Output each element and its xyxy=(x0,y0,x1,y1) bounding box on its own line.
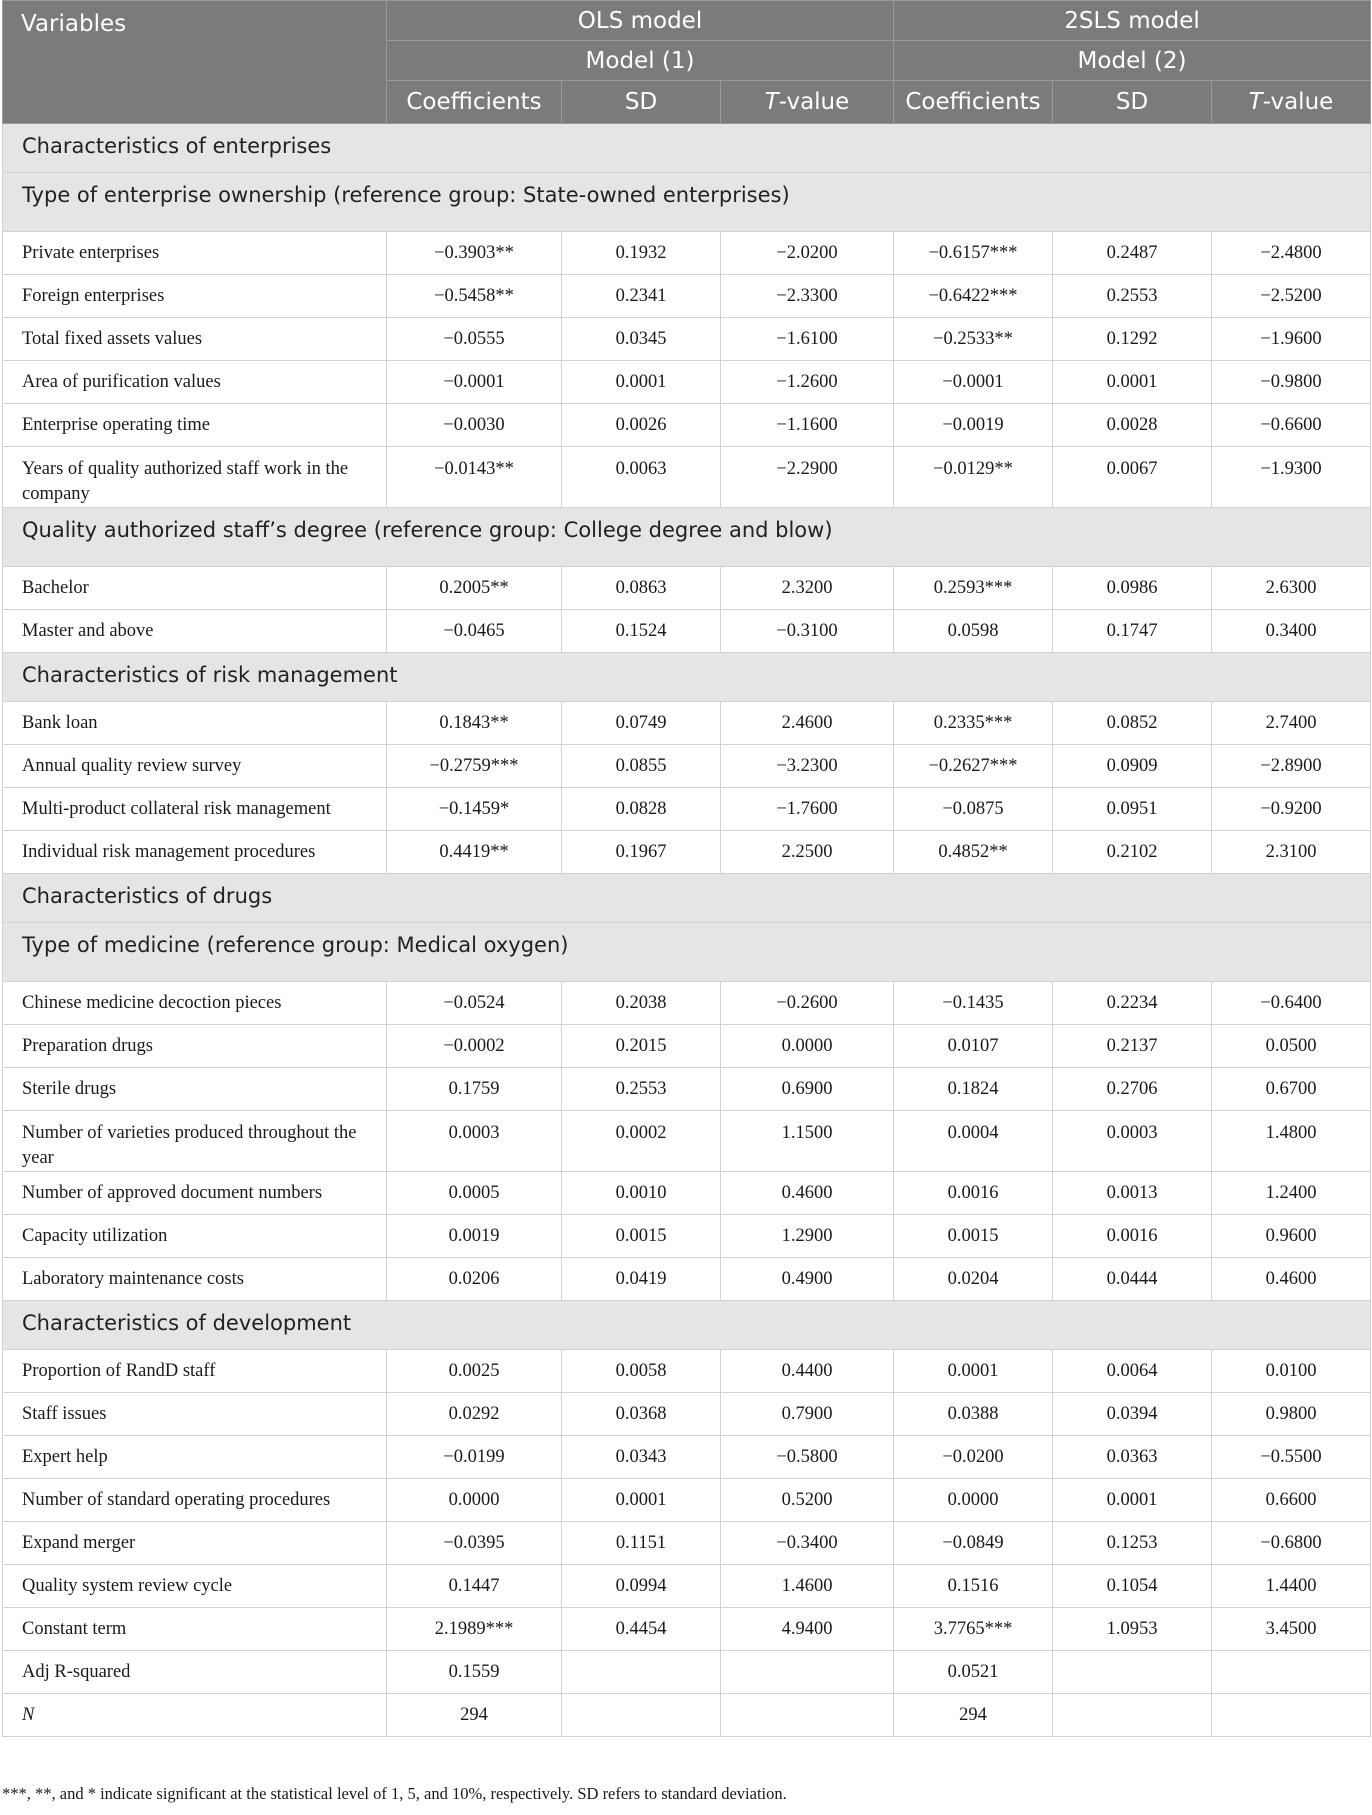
table-row xyxy=(3,1215,1371,1258)
ols-t-value-cell: 0.4400 xyxy=(721,1350,894,1393)
2sls-sd-cell: 0.0986 xyxy=(1053,567,1212,610)
ols-t-value-cell: −0.2600 xyxy=(721,982,894,1025)
table-row xyxy=(3,1025,1371,1068)
ols-sd-cell: 0.0002 xyxy=(562,1111,721,1172)
2sls-sd-cell: 0.0001 xyxy=(1053,1479,1212,1522)
ols-t-value-cell: 0.0000 xyxy=(721,1025,894,1068)
variable-label: Adj R-squared xyxy=(3,1651,387,1694)
ols-t-value-cell: 0.6900 xyxy=(721,1068,894,1111)
2sls-coefficient-cell: 0.0598 xyxy=(894,610,1053,653)
2sls-coefficient-cell: −0.6422*** xyxy=(894,275,1053,318)
ols-sd-cell: 0.0345 xyxy=(562,318,721,361)
table-row xyxy=(3,1068,1371,1111)
ols-sd-cell: 0.2015 xyxy=(562,1025,721,1068)
ols-sd-cell: 0.0368 xyxy=(562,1393,721,1436)
2sls-sd-cell: 0.1253 xyxy=(1053,1522,1212,1565)
2sls-sd-cell: 0.2102 xyxy=(1053,831,1212,874)
2sls-t-value-cell: 0.4600 xyxy=(1212,1258,1371,1301)
header-variables: Variables xyxy=(3,1,387,124)
2sls-t-value-cell: 1.4400 xyxy=(1212,1565,1371,1608)
ols-coefficient-cell: −0.1459* xyxy=(387,788,562,831)
ols-t-value-cell: 1.2900 xyxy=(721,1215,894,1258)
2sls-coefficient-cell: −0.0019 xyxy=(894,404,1053,447)
ols-t-value-cell xyxy=(721,1651,894,1694)
2sls-sd-cell: 0.1747 xyxy=(1053,610,1212,653)
ols-coefficient-cell: 0.2005** xyxy=(387,567,562,610)
regression-table xyxy=(2,0,1371,1737)
ols-coefficient-cell: 294 xyxy=(387,1694,562,1737)
2sls-t-value-cell: 0.0500 xyxy=(1212,1025,1371,1068)
2sls-coefficient-cell: 0.4852** xyxy=(894,831,1053,874)
table-row xyxy=(3,702,1371,745)
2sls-coefficient-cell: 0.0004 xyxy=(894,1111,1053,1172)
ols-sd-cell: 0.0994 xyxy=(562,1565,721,1608)
variable-label: Expand merger xyxy=(3,1522,387,1565)
ols-sd-cell: 0.4454 xyxy=(562,1608,721,1651)
ols-sd-cell: 0.0419 xyxy=(562,1258,721,1301)
ols-t-value-cell: 0.4900 xyxy=(721,1258,894,1301)
2sls-coefficient-cell: 0.0000 xyxy=(894,1479,1053,1522)
variable-label: Number of varieties produced throughout the year xyxy=(3,1111,387,1172)
2sls-t-value-cell: −1.9600 xyxy=(1212,318,1371,361)
ols-t-value-cell: −3.2300 xyxy=(721,745,894,788)
ols-t-value-cell: 2.4600 xyxy=(721,702,894,745)
2sls-sd-cell: 0.0951 xyxy=(1053,788,1212,831)
ols-coefficient-cell: −0.0395 xyxy=(387,1522,562,1565)
variable-label: Preparation drugs xyxy=(3,1025,387,1068)
ols-t-value-cell: −1.1600 xyxy=(721,404,894,447)
2sls-sd-cell: 0.2553 xyxy=(1053,275,1212,318)
ols-sd-cell xyxy=(562,1694,721,1737)
table-row xyxy=(3,745,1371,788)
header-model-1: Model (1) xyxy=(387,41,894,81)
ols-coefficient-cell: −0.5458** xyxy=(387,275,562,318)
2sls-sd-cell: 0.0067 xyxy=(1053,447,1212,508)
table-row xyxy=(3,1436,1371,1479)
variable-label: Number of approved document numbers xyxy=(3,1172,387,1215)
variable-label: Constant term xyxy=(3,1608,387,1651)
2sls-t-value-cell: −2.5200 xyxy=(1212,275,1371,318)
ols-t-value-cell: −2.0200 xyxy=(721,232,894,275)
2sls-t-value-cell: −1.9300 xyxy=(1212,447,1371,508)
ols-coefficient-cell: −0.0465 xyxy=(387,610,562,653)
2sls-coefficient-cell: −0.0849 xyxy=(894,1522,1053,1565)
ols-t-value-cell: −0.5800 xyxy=(721,1436,894,1479)
section-title: Quality authorized staff’s degree (reference group: College degree and blow) xyxy=(3,508,1371,567)
2sls-coefficient-cell: 3.7765*** xyxy=(894,1608,1053,1651)
table-row xyxy=(3,788,1371,831)
2sls-t-value-cell: 2.6300 xyxy=(1212,567,1371,610)
ols-coefficient-cell: 0.0206 xyxy=(387,1258,562,1301)
header-t-value-ols xyxy=(721,81,894,124)
section-title: Characteristics of development xyxy=(3,1301,1371,1350)
variable-label: Quality system review cycle xyxy=(3,1565,387,1608)
variable-label: Foreign enterprises xyxy=(3,275,387,318)
ols-sd-cell: 0.2038 xyxy=(562,982,721,1025)
2sls-t-value-cell: −0.5500 xyxy=(1212,1436,1371,1479)
variable-label: Bank loan xyxy=(3,702,387,745)
ols-t-value-cell: 1.1500 xyxy=(721,1111,894,1172)
ols-t-value-cell: 2.3200 xyxy=(721,567,894,610)
header-t-letter: T xyxy=(764,89,779,115)
section-title: Characteristics of risk management xyxy=(3,653,1371,702)
variable-label: Bachelor xyxy=(3,567,387,610)
2sls-t-value-cell: −0.6400 xyxy=(1212,982,1371,1025)
ols-t-value-cell: 2.2500 xyxy=(721,831,894,874)
ols-coefficient-cell: 0.0003 xyxy=(387,1111,562,1172)
ols-sd-cell: 0.1932 xyxy=(562,232,721,275)
variable-label: Expert help xyxy=(3,1436,387,1479)
table-row xyxy=(3,1111,1371,1172)
ols-t-value-cell xyxy=(721,1694,894,1737)
variable-label: Area of purification values xyxy=(3,361,387,404)
ols-coefficient-cell: 0.1559 xyxy=(387,1651,562,1694)
ols-sd-cell: 0.0749 xyxy=(562,702,721,745)
2sls-coefficient-cell: 0.0001 xyxy=(894,1350,1053,1393)
ols-coefficient-cell: 0.0019 xyxy=(387,1215,562,1258)
table-row xyxy=(3,1172,1371,1215)
table-row xyxy=(3,1608,1371,1651)
table-row xyxy=(3,1651,1371,1694)
2sls-t-value-cell: −0.9200 xyxy=(1212,788,1371,831)
2sls-t-value-cell: 0.0100 xyxy=(1212,1350,1371,1393)
section-header-row xyxy=(3,923,1371,982)
section-header-row xyxy=(3,1301,1371,1350)
section-header-row xyxy=(3,874,1371,923)
section-title: Type of enterprise ownership (reference group: State-owned enterprises) xyxy=(3,173,1371,232)
2sls-sd-cell: 0.0394 xyxy=(1053,1393,1212,1436)
header-t-suffix: -value xyxy=(1262,89,1334,115)
header-sd-ols: SD xyxy=(562,81,721,124)
2sls-coefficient-cell: −0.0129** xyxy=(894,447,1053,508)
ols-coefficient-cell: 0.1843** xyxy=(387,702,562,745)
ols-coefficient-cell: −0.3903** xyxy=(387,232,562,275)
ols-coefficient-cell: 2.1989*** xyxy=(387,1608,562,1651)
2sls-coefficient-cell: −0.0200 xyxy=(894,1436,1053,1479)
variable-label: Individual risk management procedures xyxy=(3,831,387,874)
header-coefficients-ols: Coefficients xyxy=(387,81,562,124)
2sls-sd-cell: 0.1054 xyxy=(1053,1565,1212,1608)
2sls-coefficient-cell: 0.0204 xyxy=(894,1258,1053,1301)
2sls-coefficient-cell: 0.0521 xyxy=(894,1651,1053,1694)
2sls-coefficient-cell: 0.2593*** xyxy=(894,567,1053,610)
variable-label: Sterile drugs xyxy=(3,1068,387,1111)
ols-coefficient-cell: −0.0143** xyxy=(387,447,562,508)
variable-label: Years of quality authorized staff work in the company xyxy=(3,447,387,508)
2sls-coefficient-cell: 0.0016 xyxy=(894,1172,1053,1215)
variable-label: Enterprise operating time xyxy=(3,404,387,447)
ols-sd-cell: 0.0001 xyxy=(562,361,721,404)
section-title: Characteristics of drugs xyxy=(3,874,1371,923)
section-header-row xyxy=(3,173,1371,232)
2sls-sd-cell: 0.2487 xyxy=(1053,232,1212,275)
2sls-t-value-cell: 2.7400 xyxy=(1212,702,1371,745)
variable-label: N xyxy=(3,1694,387,1737)
2sls-t-value-cell: 0.9800 xyxy=(1212,1393,1371,1436)
table-row xyxy=(3,361,1371,404)
table-row xyxy=(3,567,1371,610)
ols-sd-cell: 0.1151 xyxy=(562,1522,721,1565)
table-row xyxy=(3,1565,1371,1608)
2sls-sd-cell: 0.1292 xyxy=(1053,318,1212,361)
table-row xyxy=(3,831,1371,874)
2sls-coefficient-cell: 0.1516 xyxy=(894,1565,1053,1608)
ols-coefficient-cell: 0.1759 xyxy=(387,1068,562,1111)
variable-label: Proportion of RandD staff xyxy=(3,1350,387,1393)
ols-sd-cell: 0.0855 xyxy=(562,745,721,788)
2sls-t-value-cell: 2.3100 xyxy=(1212,831,1371,874)
2sls-coefficient-cell: −0.2533** xyxy=(894,318,1053,361)
table-row xyxy=(3,1393,1371,1436)
ols-sd-cell: 0.0863 xyxy=(562,567,721,610)
section-title: Type of medicine (reference group: Medical oxygen) xyxy=(3,923,1371,982)
ols-sd-cell: 0.0063 xyxy=(562,447,721,508)
ols-sd-cell: 0.0015 xyxy=(562,1215,721,1258)
2sls-t-value-cell: −0.6600 xyxy=(1212,404,1371,447)
variable-label: Chinese medicine decoction pieces xyxy=(3,982,387,1025)
2sls-sd-cell: 0.0028 xyxy=(1053,404,1212,447)
header-t-suffix: -value xyxy=(778,89,850,115)
variable-label: Private enterprises xyxy=(3,232,387,275)
table-row xyxy=(3,318,1371,361)
ols-coefficient-cell: 0.0292 xyxy=(387,1393,562,1436)
ols-coefficient-cell: −0.0555 xyxy=(387,318,562,361)
2sls-sd-cell: 0.0444 xyxy=(1053,1258,1212,1301)
variable-label: Staff issues xyxy=(3,1393,387,1436)
ols-coefficient-cell: −0.0030 xyxy=(387,404,562,447)
ols-t-value-cell: −2.2900 xyxy=(721,447,894,508)
ols-coefficient-cell: −0.0199 xyxy=(387,1436,562,1479)
ols-coefficient-cell: −0.2759*** xyxy=(387,745,562,788)
ols-t-value-cell: −1.7600 xyxy=(721,788,894,831)
2sls-t-value-cell: 0.6600 xyxy=(1212,1479,1371,1522)
2sls-sd-cell: 0.0016 xyxy=(1053,1215,1212,1258)
ols-sd-cell: 0.0828 xyxy=(562,788,721,831)
ols-sd-cell: 0.0343 xyxy=(562,1436,721,1479)
variable-label: Master and above xyxy=(3,610,387,653)
table-footnote: ***, **, and * indicate significant at the statistical level of 1, 5, and 10%, respectively. SD refers to standard deviation. xyxy=(2,1784,787,1803)
ols-sd-cell: 0.2341 xyxy=(562,275,721,318)
2sls-coefficient-cell: −0.1435 xyxy=(894,982,1053,1025)
table-row xyxy=(3,982,1371,1025)
table-row xyxy=(3,1258,1371,1301)
table-row xyxy=(3,1694,1371,1737)
table-row xyxy=(3,1479,1371,1522)
ols-coefficient-cell: 0.1447 xyxy=(387,1565,562,1608)
2sls-coefficient-cell: 0.1824 xyxy=(894,1068,1053,1111)
ols-t-value-cell: −1.6100 xyxy=(721,318,894,361)
ols-coefficient-cell: 0.0000 xyxy=(387,1479,562,1522)
2sls-sd-cell: 0.2706 xyxy=(1053,1068,1212,1111)
ols-sd-cell: 0.0026 xyxy=(562,404,721,447)
ols-sd-cell: 0.1967 xyxy=(562,831,721,874)
2sls-coefficient-cell: 0.0015 xyxy=(894,1215,1053,1258)
ols-coefficient-cell: −0.0524 xyxy=(387,982,562,1025)
header-coefficients-2sls: Coefficients xyxy=(894,81,1053,124)
2sls-coefficient-cell: 0.0107 xyxy=(894,1025,1053,1068)
2sls-t-value-cell: 1.4800 xyxy=(1212,1111,1371,1172)
2sls-coefficient-cell: −0.0875 xyxy=(894,788,1053,831)
2sls-coefficient-cell: −0.2627*** xyxy=(894,745,1053,788)
2sls-coefficient-cell: 0.2335*** xyxy=(894,702,1053,745)
2sls-t-value-cell: 0.6700 xyxy=(1212,1068,1371,1111)
variable-label: Multi-product collateral risk management xyxy=(3,788,387,831)
ols-sd-cell: 0.0010 xyxy=(562,1172,721,1215)
section-header-row xyxy=(3,653,1371,702)
ols-sd-cell xyxy=(562,1651,721,1694)
2sls-sd-cell xyxy=(1053,1694,1212,1737)
header-ols-model: OLS model xyxy=(387,1,894,41)
ols-coefficient-cell: 0.0025 xyxy=(387,1350,562,1393)
ols-t-value-cell: −0.3400 xyxy=(721,1522,894,1565)
ols-sd-cell: 0.0058 xyxy=(562,1350,721,1393)
variable-label: Laboratory maintenance costs xyxy=(3,1258,387,1301)
2sls-t-value-cell: 1.2400 xyxy=(1212,1172,1371,1215)
2sls-sd-cell: 0.0013 xyxy=(1053,1172,1212,1215)
table-row xyxy=(3,275,1371,318)
header-2sls-model: 2SLS model xyxy=(894,1,1371,41)
2sls-sd-cell: 0.0003 xyxy=(1053,1111,1212,1172)
header-model-2: Model (2) xyxy=(894,41,1371,81)
table-row xyxy=(3,404,1371,447)
header-t-letter: T xyxy=(1248,89,1263,115)
ols-t-value-cell: 0.7900 xyxy=(721,1393,894,1436)
2sls-t-value-cell: 0.9600 xyxy=(1212,1215,1371,1258)
header-t-value-2sls xyxy=(1212,81,1371,124)
ols-sd-cell: 0.0001 xyxy=(562,1479,721,1522)
ols-t-value-cell: 0.4600 xyxy=(721,1172,894,1215)
2sls-t-value-cell: 3.4500 xyxy=(1212,1608,1371,1651)
2sls-sd-cell: 0.0001 xyxy=(1053,361,1212,404)
ols-sd-cell: 0.1524 xyxy=(562,610,721,653)
2sls-t-value-cell: −2.8900 xyxy=(1212,745,1371,788)
ols-t-value-cell: −2.3300 xyxy=(721,275,894,318)
table-body xyxy=(3,124,1371,1737)
ols-t-value-cell: −0.3100 xyxy=(721,610,894,653)
2sls-t-value-cell: −2.4800 xyxy=(1212,232,1371,275)
2sls-t-value-cell: 0.3400 xyxy=(1212,610,1371,653)
variable-label: Annual quality review survey xyxy=(3,745,387,788)
table-row xyxy=(3,447,1371,508)
ols-coefficient-cell: −0.0002 xyxy=(387,1025,562,1068)
table-row xyxy=(3,610,1371,653)
header-sd-2sls: SD xyxy=(1053,81,1212,124)
2sls-coefficient-cell: −0.6157*** xyxy=(894,232,1053,275)
ols-t-value-cell: 1.4600 xyxy=(721,1565,894,1608)
2sls-t-value-cell: −0.6800 xyxy=(1212,1522,1371,1565)
2sls-sd-cell: 0.0363 xyxy=(1053,1436,1212,1479)
2sls-sd-cell: 0.2234 xyxy=(1053,982,1212,1025)
ols-t-value-cell: 0.5200 xyxy=(721,1479,894,1522)
2sls-sd-cell: 0.0852 xyxy=(1053,702,1212,745)
2sls-sd-cell xyxy=(1053,1651,1212,1694)
table-row xyxy=(3,1350,1371,1393)
variable-label: Total fixed assets values xyxy=(3,318,387,361)
section-header-row xyxy=(3,124,1371,173)
ols-coefficient-cell: 0.0005 xyxy=(387,1172,562,1215)
ols-sd-cell: 0.2553 xyxy=(562,1068,721,1111)
ols-t-value-cell: 4.9400 xyxy=(721,1608,894,1651)
ols-t-value-cell: −1.2600 xyxy=(721,361,894,404)
2sls-coefficient-cell: 0.0388 xyxy=(894,1393,1053,1436)
2sls-sd-cell: 0.2137 xyxy=(1053,1025,1212,1068)
2sls-t-value-cell xyxy=(1212,1694,1371,1737)
2sls-sd-cell: 0.0064 xyxy=(1053,1350,1212,1393)
ols-coefficient-cell: 0.4419** xyxy=(387,831,562,874)
2sls-t-value-cell xyxy=(1212,1651,1371,1694)
section-title: Characteristics of enterprises xyxy=(3,124,1371,173)
2sls-sd-cell: 0.0909 xyxy=(1053,745,1212,788)
2sls-sd-cell: 1.0953 xyxy=(1053,1608,1212,1651)
2sls-t-value-cell: −0.9800 xyxy=(1212,361,1371,404)
2sls-coefficient-cell: 294 xyxy=(894,1694,1053,1737)
ols-coefficient-cell: −0.0001 xyxy=(387,361,562,404)
variable-label: Number of standard operating procedures xyxy=(3,1479,387,1522)
section-header-row xyxy=(3,508,1371,567)
table-row xyxy=(3,1522,1371,1565)
table-header xyxy=(3,1,1371,124)
variable-label: Capacity utilization xyxy=(3,1215,387,1258)
table-row xyxy=(3,232,1371,275)
2sls-coefficient-cell: −0.0001 xyxy=(894,361,1053,404)
